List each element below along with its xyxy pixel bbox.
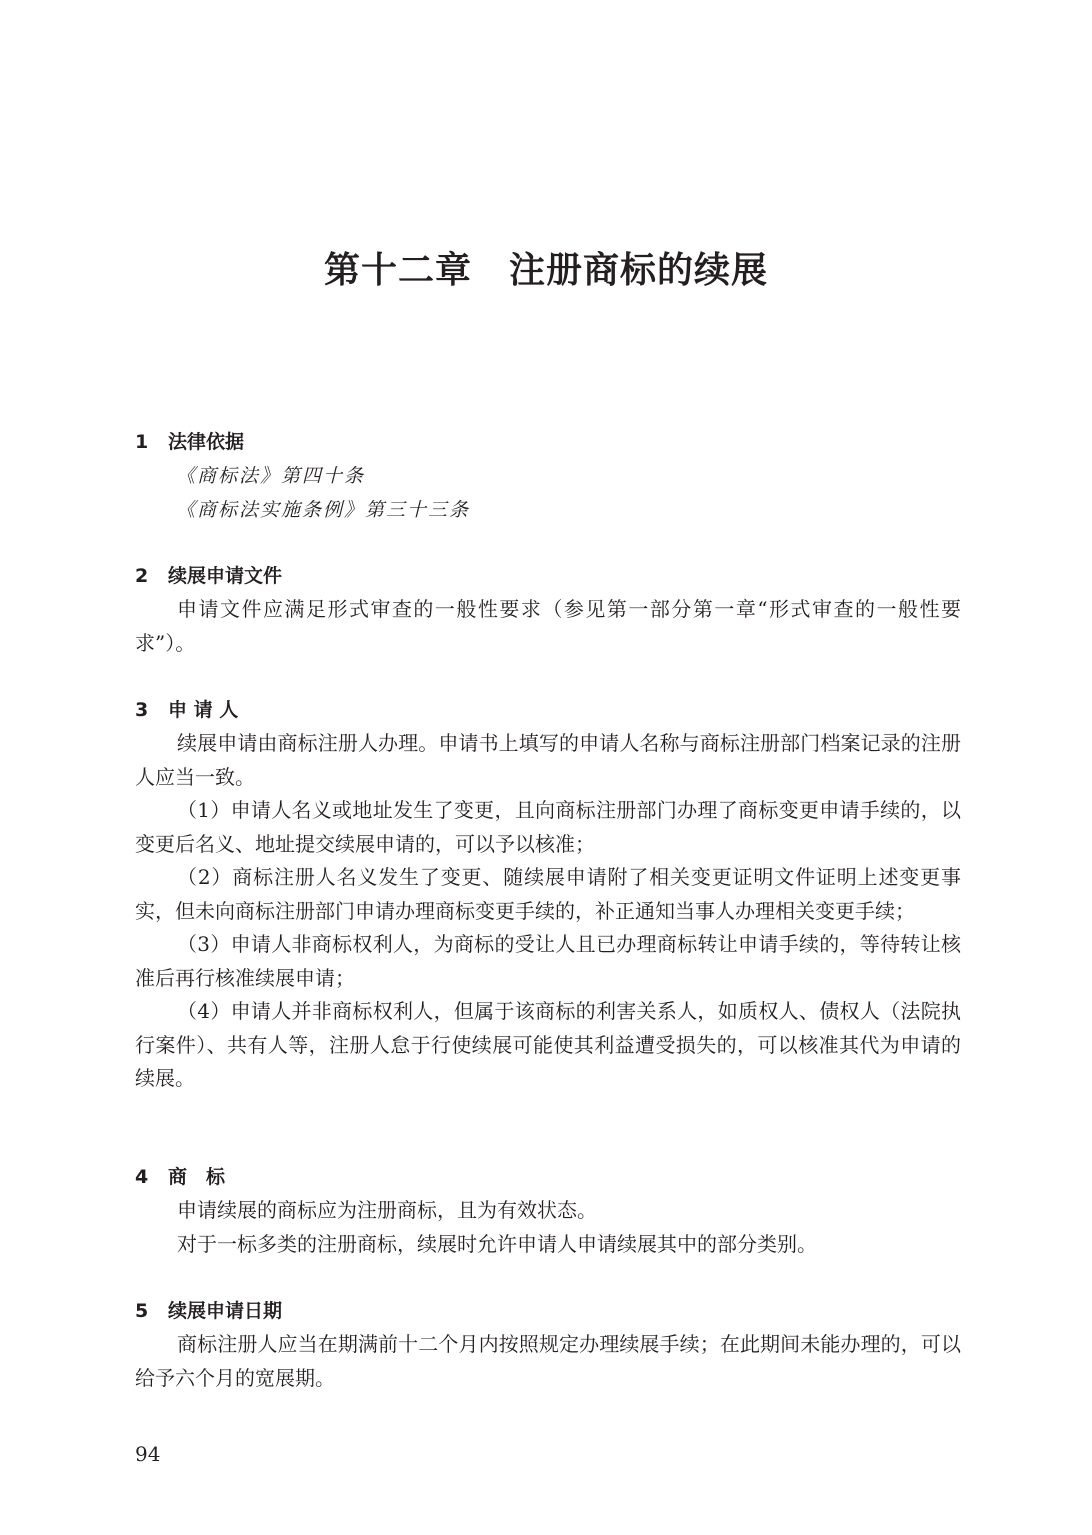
section-heading	[135, 425, 961, 459]
paragraph: 商标注册人应当在期满前十二个月内按照规定办理续展手续；在此期间未能办理的，可以给予六个月的宽展期。	[135, 1332, 961, 1390]
section-heading	[135, 1160, 961, 1194]
legal-reference: 《商标法实施条例》第三十三条	[176, 499, 471, 521]
section-title: 商 标	[168, 1166, 226, 1188]
section-title: 申 请 人	[168, 699, 239, 721]
paragraph: （2）商标注册人名义发生了变更、随续展申请附了相关变更证明文件证明上述变更事实，但未向商标注册部门申请办理商标变更手续的，补正通知当事人办理相关变更手续；	[135, 865, 961, 923]
section-heading	[135, 1294, 961, 1328]
paragraph: 申请文件应满足形式审查的一般性要求（参见第一部分第一章“形式审查的一般性要求”）。	[135, 597, 961, 655]
section-number: 2	[135, 565, 149, 587]
paragraph: （4）申请人并非商标权利人，但属于该商标的利害关系人，如质权人、债权人（法院执行案件）、共有人等，注册人怠于行使续展可能使其利益遭受损失的，可以核准其代为申请的续展。	[135, 999, 961, 1090]
section-number: 1	[135, 431, 149, 453]
section-renewal-date	[135, 1294, 961, 1395]
section-title: 法律依据	[168, 431, 245, 453]
paragraph: （3）申请人非商标权利人，为商标的受让人且已办理商标转让申请手续的，等待转让核准后再行核准续展申请；	[135, 932, 961, 990]
legal-reference: 《商标法》第四十条	[176, 465, 366, 487]
section-renewal-documents	[135, 559, 961, 660]
paragraph: 对于一标多类的注册商标，续展时允许申请人申请续展其中的部分类别。	[177, 1231, 817, 1256]
section-applicant	[135, 693, 961, 1096]
paragraph: 续展申请由商标注册人办理。申请书上填写的申请人名称与商标注册部门档案记录的注册人应当一致。	[135, 731, 961, 789]
paragraph: （1）申请人名义或地址发生了变更，且向商标注册部门办理了商标变更申请手续的，以变更后名义、地址提交续展申请的，可以予以核准；	[135, 798, 961, 856]
page-number: 94	[135, 1442, 161, 1466]
section-title: 续展申请文件	[168, 565, 283, 587]
section-number: 4	[135, 1166, 149, 1188]
section-number: 5	[135, 1300, 149, 1322]
section-trademark	[135, 1160, 961, 1261]
section-number: 3	[135, 699, 149, 721]
chapter-title: 第十二章 注册商标的续展	[323, 249, 768, 291]
paragraph: 申请续展的商标应为注册商标，且为有效状态。	[177, 1198, 597, 1222]
section-title: 续展申请日期	[168, 1300, 283, 1322]
section-heading	[135, 693, 961, 727]
section-heading	[135, 559, 961, 593]
section-legal-basis	[135, 425, 961, 527]
